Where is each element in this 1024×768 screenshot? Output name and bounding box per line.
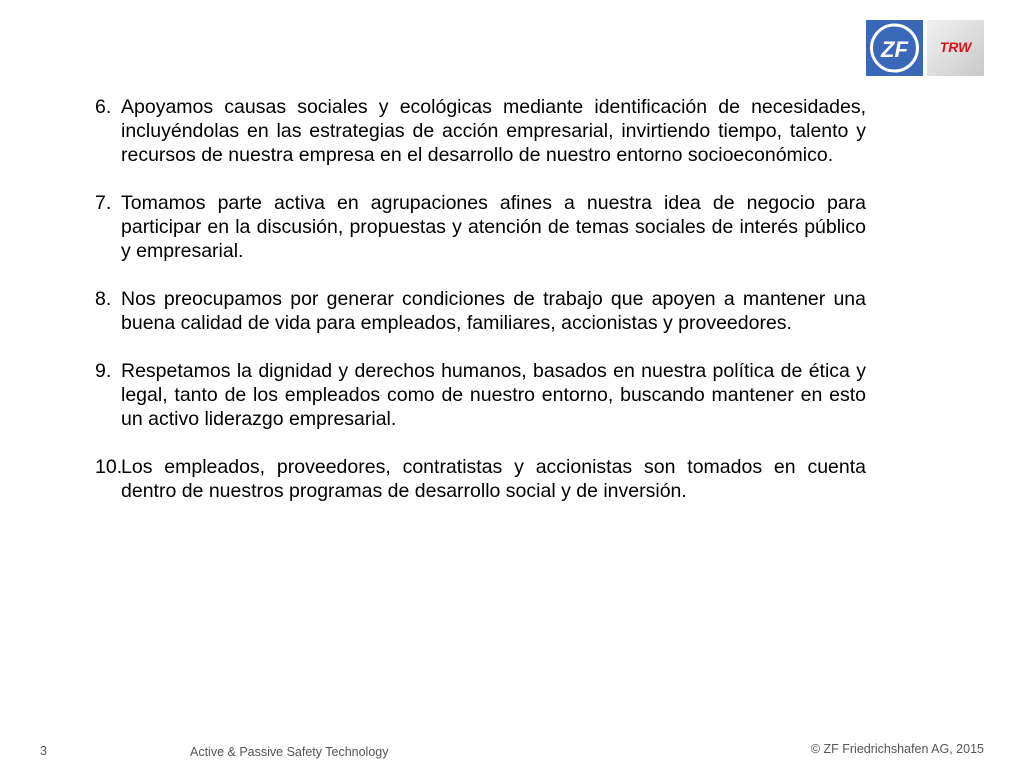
copyright-notice: © ZF Friedrichshafen AG, 2015 [810,742,984,756]
list-item [95,191,866,263]
item-text: Los empleados, proveedores, contratistas y accionistas son tomados en cuenta dentro de nuestros programas de desarrollo social y de inversión. [121,456,866,502]
list-item [95,455,866,503]
item-text: Nos preocupamos por generar condiciones de trabajo que apoyen a mantener una buena calidad de vida para empleados, familiares, accionistas y proveedores. [121,288,866,334]
item-number: 6. [95,96,112,118]
item-text: Tomamos parte activa en agrupaciones afines a nuestra idea de negocio para participar en la discusión, propuestas y atención de temas sociales de interés público y empresarial. [121,192,866,262]
item-text: Respetamos la dignidad y derechos humanos, basados en nuestra política de ética y legal, tanto de los empleados como de nuestro entorno, buscando mantener en esto un activo liderazgo empresarial. [121,360,866,430]
list-item [95,95,866,167]
trw-logo-text: TRW [939,39,972,55]
item-text: Apoyamos causas sociales y ecológicas mediante identificación de necesidades, incluyéndolas en las estrategias de acción empresarial, invirtiendo tiempo, talento y recursos de nuestra empresa en el desarrollo de nuestro entorno socioeconómico. [121,96,866,166]
item-number: 7. [95,192,112,214]
footer-title: Active & Passive Safety Technology [190,745,389,759]
item-number: 9. [95,360,112,382]
zf-logo [866,20,923,76]
item-number: 8. [95,288,112,310]
header-logos [866,20,984,76]
list-item [95,359,866,431]
page-number: 3 [40,744,47,758]
item-number: 10. [95,456,123,478]
list-item [95,287,866,335]
zf-logo-text: ZF [881,37,908,62]
trw-logo [927,20,984,76]
values-list [95,95,866,527]
